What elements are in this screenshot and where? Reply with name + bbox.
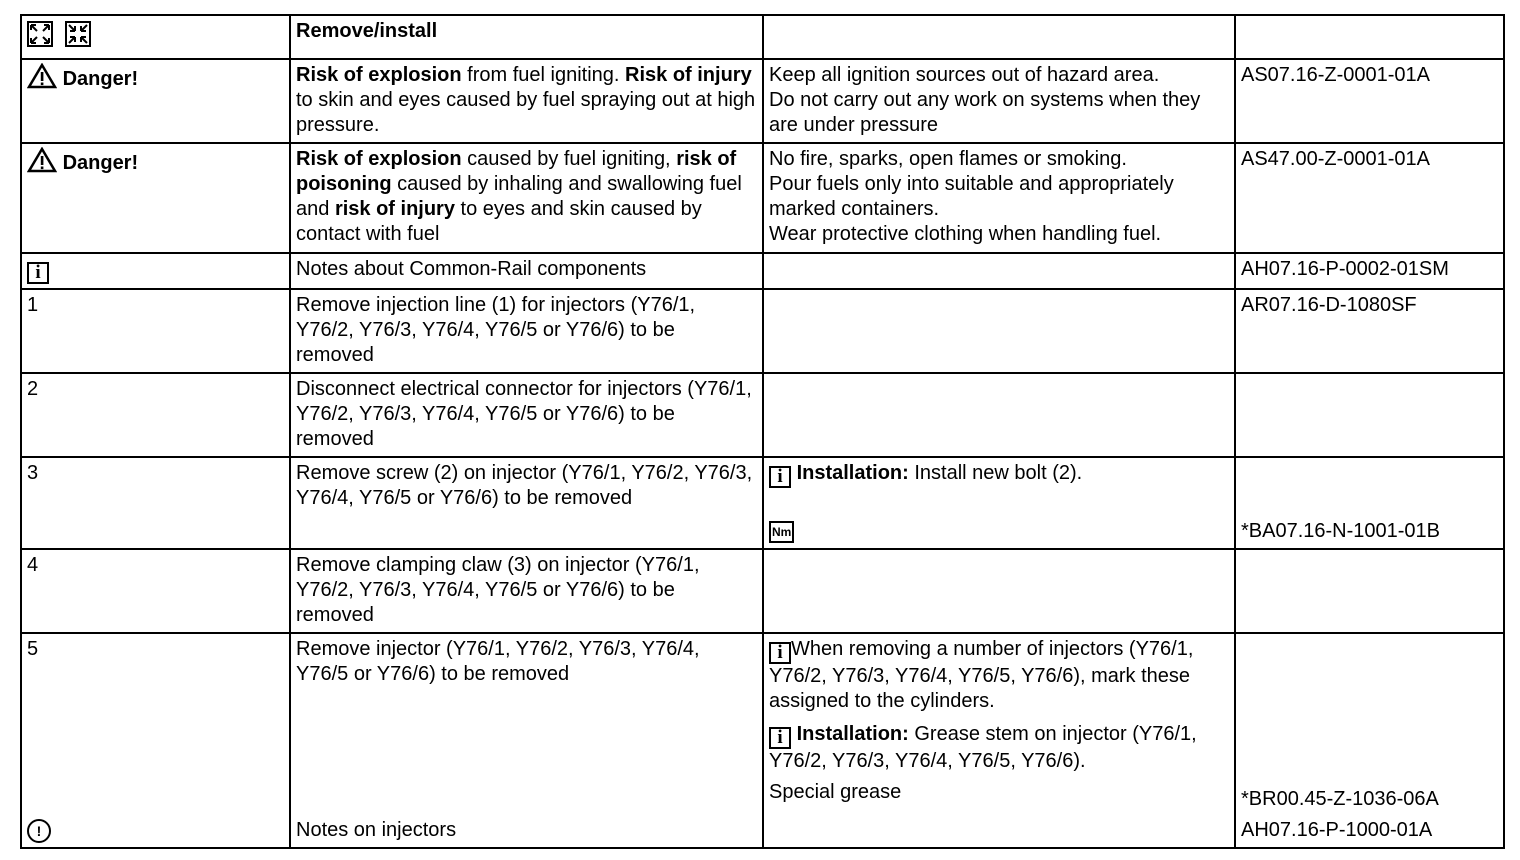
header-empty-cell xyxy=(763,15,1235,59)
step-number: 3 xyxy=(21,457,290,549)
step-text: Disconnect electrical connector for injectors (Y76/1, Y76/2, Y76/3, Y76/4, Y76/5 or Y76/6) to be removed xyxy=(290,373,763,457)
step-number-cell xyxy=(21,633,290,848)
expand-icon[interactable] xyxy=(27,21,53,54)
empty-cell xyxy=(1235,549,1504,633)
document-ref[interactable]: AS07.16-Z-0001-01A xyxy=(1235,59,1504,143)
risk-term: risk of injury xyxy=(334,198,455,220)
risk-term: Risk of explosion xyxy=(296,148,462,170)
installation-text: Grease stem on injector (Y76/1, Y76/2, Y76/3, Y76/4, Y76/5, Y76/6). xyxy=(769,723,1197,772)
warning-triangle-icon xyxy=(27,147,57,180)
step-number: 5 xyxy=(27,638,39,660)
info-icon: i xyxy=(27,262,49,284)
risk-text: from fuel igniting. xyxy=(461,64,626,86)
step-notes-cell xyxy=(763,633,1235,848)
empty-cell xyxy=(763,373,1235,457)
procedure-table xyxy=(20,14,1505,849)
installation-label: Installation: xyxy=(796,462,909,484)
header-empty-cell xyxy=(1235,15,1504,59)
document-ref[interactable]: AH07.16-P-1000-01A xyxy=(1241,819,1433,841)
step-text: Remove screw (2) on injector (Y76/1, Y76/2, Y76/3, Y76/4, Y76/5 or Y76/6) to be removed xyxy=(290,457,763,549)
step-row xyxy=(21,549,1504,633)
installation-label: Installation: xyxy=(796,723,909,745)
empty-cell xyxy=(1235,373,1504,457)
document-ref[interactable]: *BA07.16-N-1001-01B xyxy=(1241,520,1441,542)
step-notes-cell xyxy=(763,457,1235,549)
header-icons-cell xyxy=(21,15,290,59)
info-icon-cell xyxy=(21,253,290,289)
empty-cell xyxy=(763,289,1235,373)
risk-term: risk of poisoning xyxy=(296,148,737,195)
measure-text: Wear protective clothing when handling fuel. xyxy=(769,223,1162,245)
risk-text: caused by fuel igniting, xyxy=(461,148,677,170)
step-number: 4 xyxy=(21,549,290,633)
danger-row xyxy=(21,143,1504,253)
info-text: Notes about Common-Rail components xyxy=(290,253,763,289)
header-title: Remove/install xyxy=(290,15,763,59)
danger-measures-cell xyxy=(763,59,1235,143)
info-row xyxy=(21,253,1504,289)
collapse-icon[interactable] xyxy=(65,21,91,54)
empty-cell xyxy=(763,549,1235,633)
notes-injector-icon: ! xyxy=(27,819,51,843)
measure-text: Keep all ignition sources out of hazard area. xyxy=(769,64,1160,86)
injector-note-text: Notes on injectors xyxy=(296,819,457,841)
removal-note-text: When removing a number of injectors (Y76/1, Y76/2, Y76/3, Y76/4, Y76/5, Y76/6), mark these assigned to the cylinders. xyxy=(769,638,1194,712)
step-row xyxy=(21,289,1504,373)
danger-label: Danger! xyxy=(62,151,139,174)
installation-text: Install new bolt (2). xyxy=(908,462,1083,484)
danger-label-cell xyxy=(21,59,290,143)
special-grease-text: Special grease xyxy=(769,781,902,803)
step-text: Remove injector (Y76/1, Y76/2, Y76/3, Y76/4, Y76/5 or Y76/6) to be removed xyxy=(296,638,700,685)
info-icon: i xyxy=(769,727,791,749)
measure-text: Pour fuels only into suitable and appropriately marked containers. xyxy=(769,173,1174,220)
risk-term: Risk of injury xyxy=(625,64,752,86)
header-row xyxy=(21,15,1504,59)
danger-measures-cell xyxy=(763,143,1235,253)
risk-text: to skin and eyes caused by fuel spraying out at high pressure. xyxy=(296,89,756,136)
document-ref[interactable]: AH07.16-P-0002-01SM xyxy=(1235,253,1504,289)
warning-triangle-icon xyxy=(27,63,57,96)
step-row xyxy=(21,457,1504,549)
step-text: Remove clamping claw (3) on injector (Y76/1, Y76/2, Y76/3, Y76/4, Y76/5 or Y76/6) to be removed xyxy=(290,549,763,633)
empty-cell xyxy=(763,253,1235,289)
document-ref[interactable]: AS47.00-Z-0001-01A xyxy=(1235,143,1504,253)
risk-term: Risk of explosion xyxy=(296,64,462,86)
measure-text: No fire, sparks, open flames or smoking. xyxy=(769,148,1127,170)
torque-nm-icon: Nm xyxy=(769,521,794,543)
step-number: 2 xyxy=(21,373,290,457)
step-row xyxy=(21,373,1504,457)
document-ref[interactable]: AR07.16-D-1080SF xyxy=(1235,289,1504,373)
danger-risk-cell xyxy=(290,143,763,253)
danger-row xyxy=(21,59,1504,143)
danger-label-cell xyxy=(21,143,290,253)
info-icon: i xyxy=(769,466,791,488)
step-row xyxy=(21,633,1504,848)
step-text-cell xyxy=(290,633,763,848)
ref-cell xyxy=(1235,457,1504,549)
ref-cell xyxy=(1235,633,1504,848)
document-ref[interactable]: *BR00.45-Z-1036-06A xyxy=(1241,788,1439,810)
measure-text: Do not carry out any work on systems when they are under pressure xyxy=(769,89,1201,136)
danger-label: Danger! xyxy=(62,67,139,90)
step-text: Remove injection line (1) for injectors (Y76/1, Y76/2, Y76/3, Y76/4, Y76/5 or Y76/6) to be removed xyxy=(290,289,763,373)
step-number: 1 xyxy=(21,289,290,373)
info-icon: i xyxy=(769,642,791,664)
danger-risk-cell xyxy=(290,59,763,143)
risk-text: caused by inhaling and swallowing fuel and xyxy=(296,173,742,220)
risk-text: to eyes and skin caused by contact with fuel xyxy=(296,198,702,245)
